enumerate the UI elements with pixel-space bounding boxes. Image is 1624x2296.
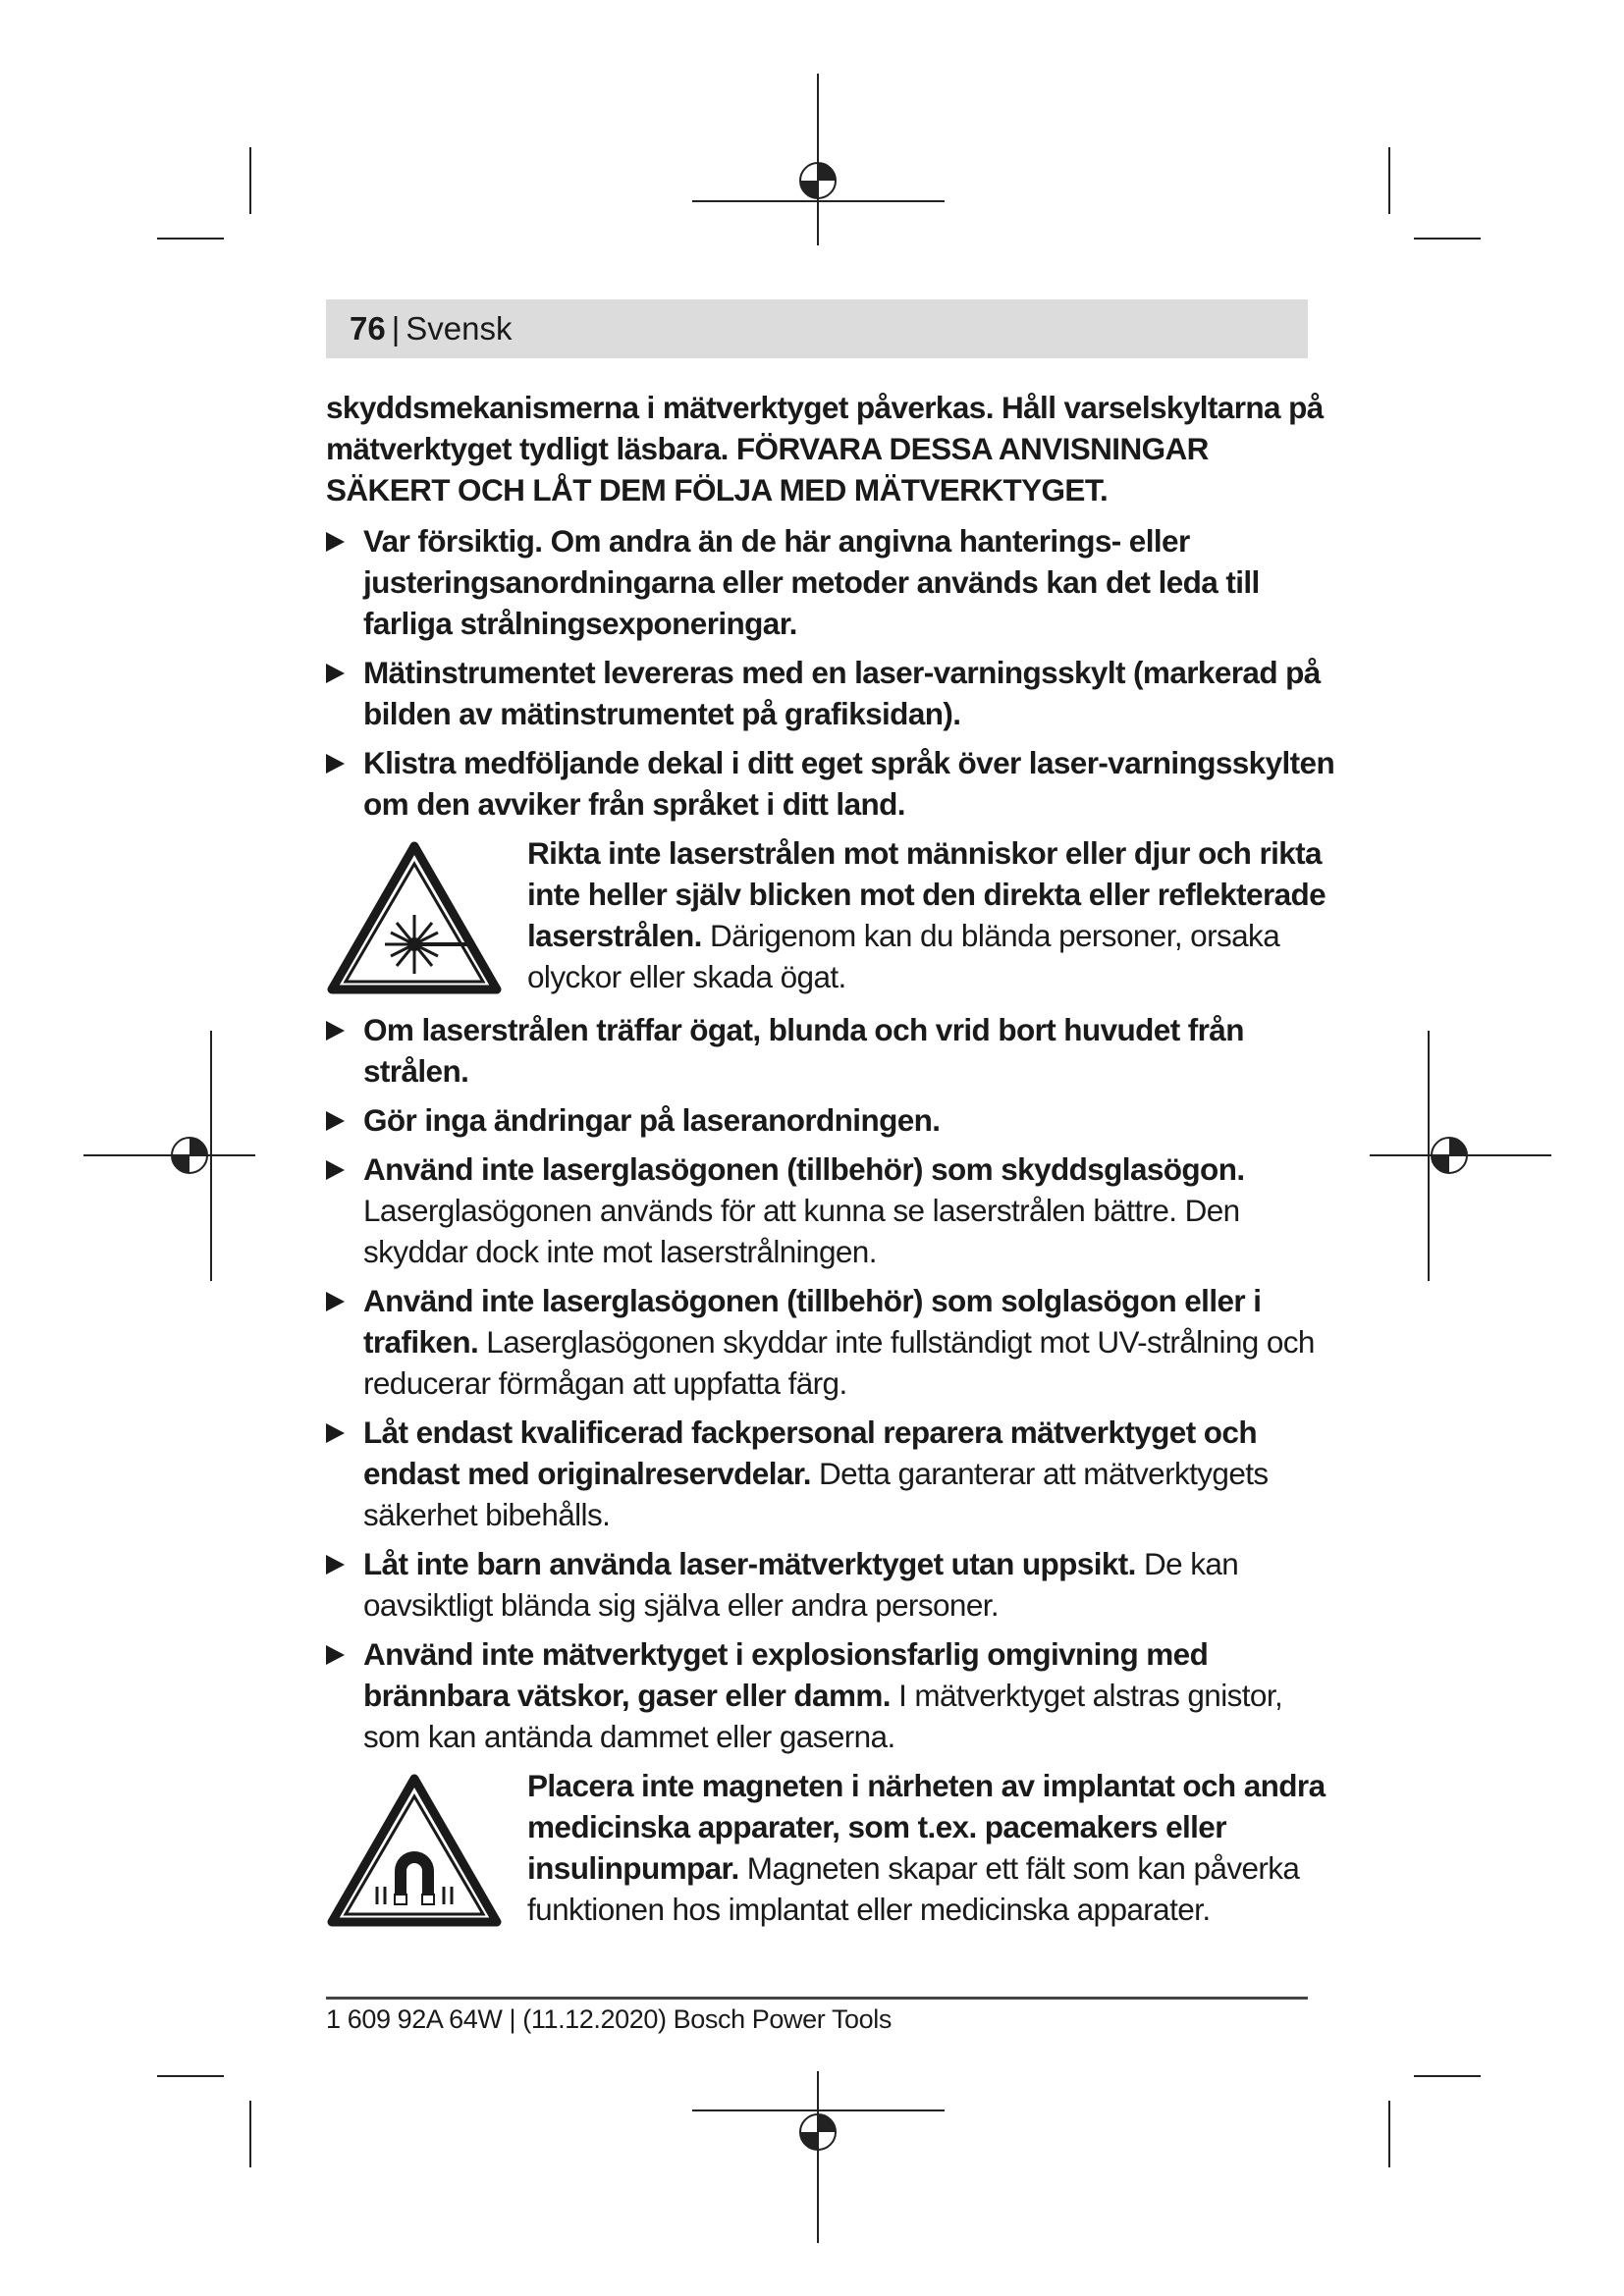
magnet-warning-block — [326, 1765, 1337, 1930]
item-bold-text: Låt inte barn använda laser-mätverktyget utan uppsikt. — [363, 1546, 1136, 1581]
bullet-triangle-icon — [326, 1292, 345, 1311]
list-item — [326, 1543, 1337, 1626]
list-item — [326, 1633, 1337, 1757]
item-bold-text: Använd inte laserglasögonen (tillbehör) som solglasögon eller i trafiken. — [363, 1283, 1262, 1360]
item-bold-text: Låt endast kvalificerad fackpersonal reparera mätverktyget och endast med originalreservdelar. — [363, 1415, 1257, 1491]
list-item — [326, 1009, 1337, 1092]
item-bold-text: Använd inte laserglasögonen (tillbehör) som skyddsglasögon. — [363, 1151, 1245, 1187]
item-normal-text: De kan oavsiktligt blända sig själva eller andra personer. — [363, 1546, 1239, 1623]
item-normal-text: Laserglasögonen skyddar inte fullständigt mot UV-strålning och reducerar förmågan att uppfatta färg. — [363, 1324, 1315, 1401]
bullet-triangle-icon — [326, 664, 345, 683]
page-header — [326, 299, 1308, 358]
laser-warning-block — [326, 832, 1337, 997]
list-item — [326, 1280, 1337, 1404]
bullet-triangle-icon — [326, 1555, 345, 1575]
list-item — [326, 1099, 1337, 1141]
bullet-triangle-icon — [326, 1111, 345, 1131]
list-item — [326, 1148, 1337, 1272]
footer-divider — [326, 1997, 1308, 2000]
laser-warning-bold-text: Rikta inte laserstrålen mot människor eller djur och rikta inte heller själv blicken mot den direkta eller reflekterade laserstrålen. — [527, 835, 1326, 953]
bullet-triangle-icon — [326, 1645, 345, 1665]
bullet-triangle-icon — [326, 1423, 345, 1443]
header-separator: | — [391, 310, 401, 347]
bullet-list-a — [326, 520, 1337, 825]
item-bold-text: Var försiktig. Om andra än de här angivna hanterings- eller justeringsanordningarna eller metoder används kan det leda till farliga strålningsexponeringar. — [363, 523, 1260, 641]
item-bold-text: Klistra medföljande dekal i ditt eget språk över laser-varningsskylten om den avviker från språket i ditt land. — [363, 745, 1335, 822]
item-normal-text: Detta garanterar att mätverktygets säkerhet bibehålls. — [363, 1456, 1269, 1532]
item-normal-text: Laserglasögonen används för att kunna se laserstrålen bättre. Den skyddar dock inte mot laserstrålningen. — [363, 1193, 1240, 1269]
list-item — [326, 520, 1337, 644]
page-footer: 1 609 92A 64W | (11.12.2020) Bosch Power Tools — [326, 2004, 892, 2034]
list-item — [326, 652, 1337, 734]
item-bold-text: Använd inte mätverktyget i explosionsfarlig omgivning med brännbara vätskor, gaser eller damm. — [363, 1636, 1209, 1713]
item-normal-text: I mätverktyget alstras gnistor, som kan antända dammet eller gaserna. — [363, 1678, 1283, 1754]
list-item — [326, 742, 1337, 825]
intro-paragraph: skyddsmekanismerna i mätverktyget påverkas. Håll varselskyltarna på mätverktyget tydligt läsbara. FÖRVARA DESSA ANVISNINGAR SÄKERT OCH LÅT DEM FÖLJA MED MÄTVERKTYGET. — [326, 390, 1324, 507]
item-bold-text: Om laserstrålen träffar ögat, blunda och vrid bort huvudet från strålen. — [363, 1012, 1244, 1089]
bullet-triangle-icon — [326, 754, 345, 774]
bullet-triangle-icon — [326, 1160, 345, 1180]
bullet-list-b — [326, 1009, 1337, 1757]
bullet-triangle-icon — [326, 532, 345, 552]
list-item — [326, 1412, 1337, 1535]
magnet-warning-bold-text: Placera inte magneten i närheten av implantat och andra medicinska apparater, som t.ex. pacemakers eller insulinpumpar. — [527, 1768, 1326, 1886]
item-bold-text: Mätinstrumentet levereras med en laser-varningsskylt (markerad på bilden av mätinstrumentet på grafiksidan). — [363, 655, 1321, 731]
magnet-warning-icon — [326, 1773, 503, 1928]
page-content — [326, 387, 1337, 1942]
header-language: Svensk — [406, 310, 513, 347]
magnet-warning-normal-text: Magneten skapar ett fält som kan påverka funktionen hos implantat eller medicinska apparater. — [527, 1850, 1300, 1927]
item-bold-text: Gör inga ändringar på laseranordningen. — [363, 1102, 941, 1138]
page-number: 76 — [350, 310, 386, 347]
laser-warning-icon — [326, 840, 503, 995]
bullet-triangle-icon — [326, 1021, 345, 1041]
laser-warning-normal-text: Därigenom kan du blända personer, orsaka olyckor eller skada ögat. — [527, 918, 1280, 994]
